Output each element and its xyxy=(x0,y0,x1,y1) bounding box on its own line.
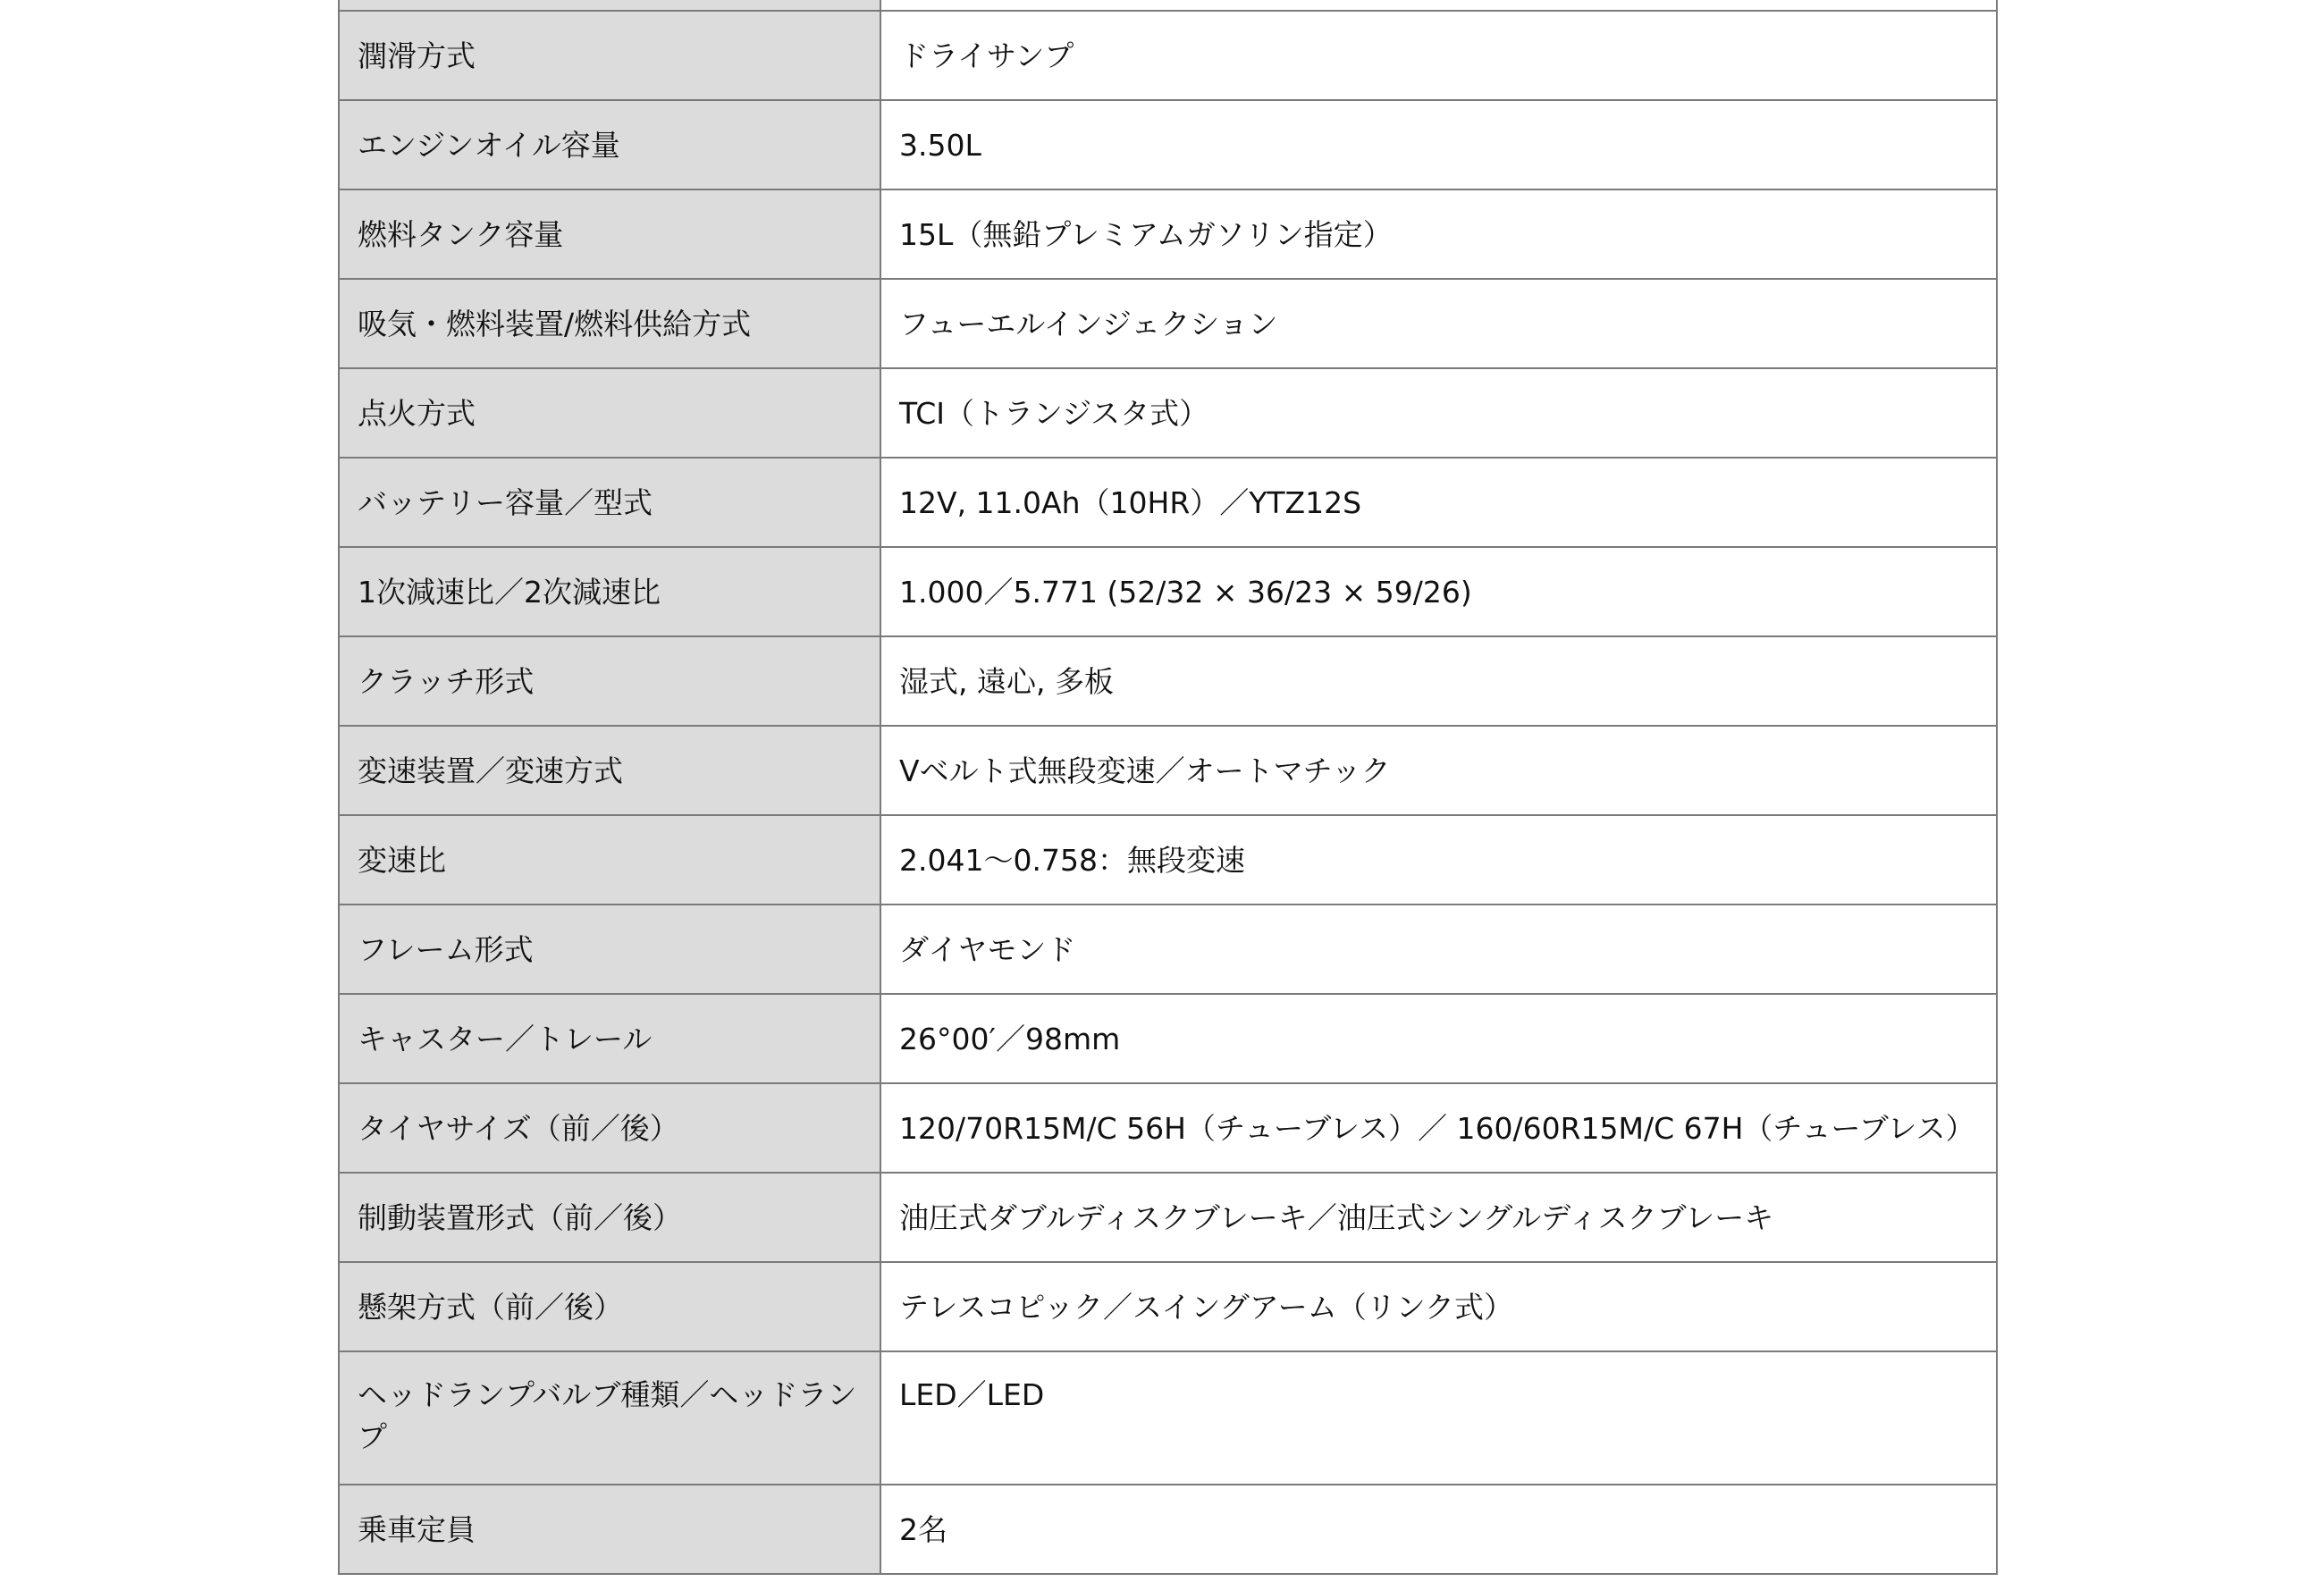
spec-label: バッテリー容量／型式 xyxy=(339,458,880,547)
table-row xyxy=(339,547,1997,636)
table-row xyxy=(339,636,1997,726)
table-row xyxy=(339,279,1997,368)
spec-value: 2名 xyxy=(880,1485,1997,1574)
spec-label: 燃料タンク容量 xyxy=(339,189,880,279)
spec-value: 1.000／5.771 (52/32 × 36/23 × 59/26) xyxy=(880,547,1997,636)
spec-label: 吸気・燃料装置/燃料供給方式 xyxy=(339,279,880,368)
spec-value: テレスコピック／スイングアーム（リンク式） xyxy=(880,1262,1997,1351)
spec-label: 変速比 xyxy=(339,815,880,905)
spec-value: ダイヤモンド xyxy=(880,905,1997,994)
spec-label: クラッチ形式 xyxy=(339,636,880,726)
spec-value: ドライサンプ xyxy=(880,11,1997,100)
spec-value: 120/70R15M/C 56H（チューブレス）／ 160/60R15M/C 67H（チューブレス） xyxy=(880,1083,1997,1173)
spec-label: 点火方式 xyxy=(339,368,880,458)
spec-value: LED／LED xyxy=(880,1351,1997,1485)
table-row xyxy=(339,1351,1997,1485)
spec-label: キャスター／トレール xyxy=(339,994,880,1083)
spec-label-cell xyxy=(339,0,880,11)
table-row xyxy=(339,1262,1997,1351)
table-row-partial xyxy=(339,0,1997,11)
spec-label: フレーム形式 xyxy=(339,905,880,994)
table-row xyxy=(339,368,1997,458)
spec-value: 湿式, 遠心, 多板 xyxy=(880,636,1997,726)
table-row xyxy=(339,726,1997,815)
spec-label: タイヤサイズ（前／後） xyxy=(339,1083,880,1173)
spec-value: TCI（トランジスタ式） xyxy=(880,368,1997,458)
table-row xyxy=(339,1083,1997,1173)
spec-label: 1次減速比／2次減速比 xyxy=(339,547,880,636)
spec-value: 26°00′／98mm xyxy=(880,994,1997,1083)
table-row xyxy=(339,1173,1997,1262)
table-row xyxy=(339,458,1997,547)
spec-value: 油圧式ダブルディスクブレーキ／油圧式シングルディスクブレーキ xyxy=(880,1173,1997,1262)
spec-value: Vベルト式無段変速／オートマチック xyxy=(880,726,1997,815)
table-row xyxy=(339,11,1997,100)
spec-label: 制動装置形式（前／後） xyxy=(339,1173,880,1262)
spec-label: 変速装置／変速方式 xyxy=(339,726,880,815)
spec-value: 3.50L xyxy=(880,100,1997,189)
table-row xyxy=(339,905,1997,994)
spec-table xyxy=(338,0,1998,1575)
spec-value: 15L（無鉛プレミアムガソリン指定） xyxy=(880,189,1997,279)
spec-label: 懸架方式（前／後） xyxy=(339,1262,880,1351)
table-row xyxy=(339,815,1997,905)
spec-label: 乗車定員 xyxy=(339,1485,880,1574)
table-row xyxy=(339,1485,1997,1574)
table-row xyxy=(339,100,1997,189)
spec-label: ヘッドランプバルブ種類／ヘッドランプ xyxy=(339,1351,880,1485)
table-row xyxy=(339,994,1997,1083)
table-row xyxy=(339,189,1997,279)
spec-value: 2.041～0.758：無段変速 xyxy=(880,815,1997,905)
spec-value: フューエルインジェクション xyxy=(880,279,1997,368)
spec-value: 12V, 11.0Ah（10HR）／YTZ12S xyxy=(880,458,1997,547)
spec-label: 潤滑方式 xyxy=(339,11,880,100)
spec-label: エンジンオイル容量 xyxy=(339,100,880,189)
spec-value-cell xyxy=(880,0,1997,11)
